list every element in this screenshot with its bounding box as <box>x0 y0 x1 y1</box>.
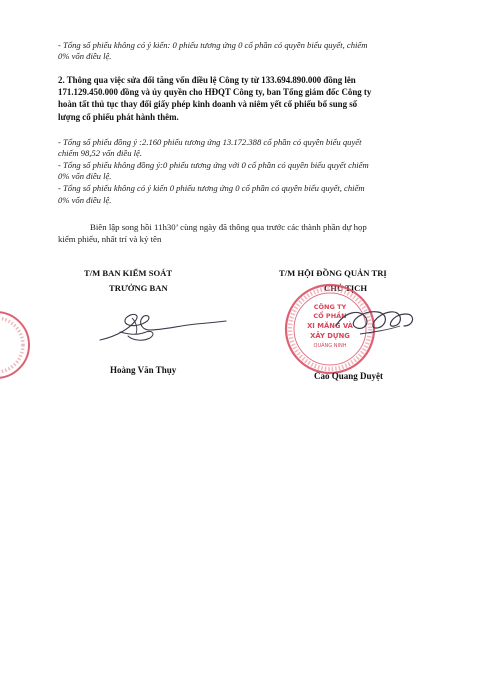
no-opinion-line-1: - Tổng số phiếu không có ý kiến 0 phiếu tương ứng 0 cổ phần có quyền biểu quyết, chiếm <box>58 183 365 193</box>
seal-text-4: XÂY DỰNG <box>310 332 350 340</box>
no-opinion-line-top: - Tổng số phiếu không có ý kiến: 0 phiếu tương ứng 0 cổ phần có quyền biểu quyết, chiếm <box>58 40 368 50</box>
partial-seal-left-edge <box>0 310 30 380</box>
closing-line-1: Biên lập song hồi 11h30’ cùng ngày đã thông qua trước các thành phần dự họp <box>90 222 367 232</box>
disagree-line-2: 0% vốn điều lệ. <box>58 171 112 181</box>
resolution-item-2 <box>58 74 450 123</box>
seal-text-3: XI MĂNG VÀ <box>307 322 353 330</box>
right-signature-image <box>330 296 440 346</box>
seal-text-5: QUẢNG NINH <box>313 343 347 349</box>
right-sig-role: CHỦ TỊCH <box>324 283 368 293</box>
agree-line-1: - Tổng số phiếu đồng ý :2.160 phiếu tương ứng 13.172.388 cổ phần có quyền biểu quyết <box>58 137 362 147</box>
no-opinion-line-top-2: 0% vốn điều lệ. <box>58 51 112 61</box>
agree-line-2: chiếm 98,52 vốn điều lệ. <box>58 148 143 158</box>
item2-line2: 171.129.450.000 đồng và ủy quyền cho HĐQT Công ty, ban Tổng giám đốc Công ty <box>58 87 372 98</box>
right-sig-org: T/M HỘI ĐỒNG QUẢN TRỊ <box>279 268 387 278</box>
right-sig-name: Cao Quang Duyệt <box>314 371 384 381</box>
left-sig-org: T/M BAN KIỂM SOÁT <box>84 268 173 278</box>
item2-line4: lượng cổ phiếu phát hành thêm. <box>58 111 179 122</box>
no-opinion-line-2: 0% vốn điều lệ. <box>58 195 112 205</box>
left-signature-image <box>92 306 232 356</box>
item2-line3: hoàn tất thủ tục thay đổi giấy phép kinh doanh và niêm yết cổ phiếu bổ sung số <box>58 99 358 110</box>
left-sig-name: Hoàng Văn Thụy <box>110 365 177 375</box>
item2-line1: 2. Thông qua việc sửa đổi tăng vốn điều lệ Công ty từ 133.694.890.000 đồng lên <box>58 75 356 85</box>
left-sig-role: TRƯỞNG BAN <box>109 283 168 293</box>
seal-text-1: CÔNG TY <box>313 303 347 311</box>
disagree-line-1: - Tổng số phiếu không đồng ý:0 phiếu tương ứng với 0 cổ phần có quyền biểu quyết chiếm <box>58 160 369 170</box>
closing-line-2: kiểm phiếu, nhất trí và ký tên <box>58 234 162 244</box>
seal-text-2: CỔ PHẦN <box>313 312 347 320</box>
